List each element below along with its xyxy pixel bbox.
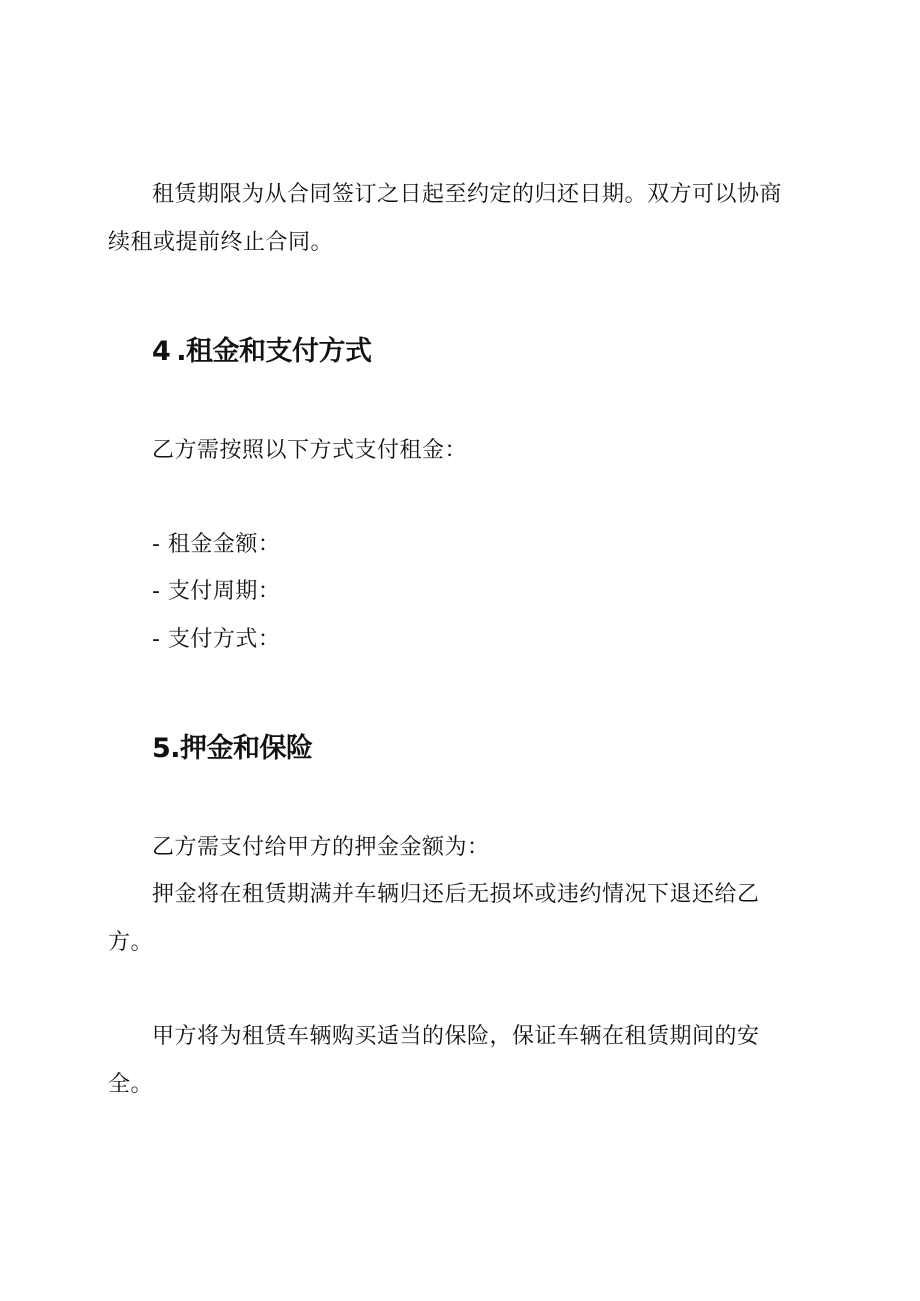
lease-term-paragraph-line-2: 续租或提前终止合同。 <box>108 230 334 255</box>
deposit-refund-line-1: 押金将在租赁期满并车辆归还后无损坏或违约情况下退还给乙 <box>152 882 760 907</box>
deposit-amount-line: 乙方需支付给甲方的押金金额为： <box>152 835 490 860</box>
section-4-heading <box>152 334 372 370</box>
list-item-rent-amount: - 租金金额： <box>152 532 281 557</box>
insurance-line-1: 甲方将为租赁车辆购买适当的保险，保证车辆在租赁期间的安 <box>152 1024 760 1049</box>
section-4-number: 4 <box>152 336 171 367</box>
payment-intro: 乙方需按照以下方式支付租金： <box>152 438 468 463</box>
deposit-refund-line-2: 方。 <box>108 930 154 955</box>
section-5-heading: 5.押金和保险 <box>152 733 313 764</box>
list-item-payment-method: - 支付方式： <box>152 627 281 652</box>
list-item-payment-period: - 支付周期： <box>152 579 281 604</box>
section-4-title: .租金和支付方式 <box>176 336 372 367</box>
lease-term-paragraph-line-1: 租赁期限为从合同签订之日起至约定的归还日期。双方可以协商 <box>152 182 783 207</box>
insurance-line-2: 全。 <box>108 1072 154 1097</box>
